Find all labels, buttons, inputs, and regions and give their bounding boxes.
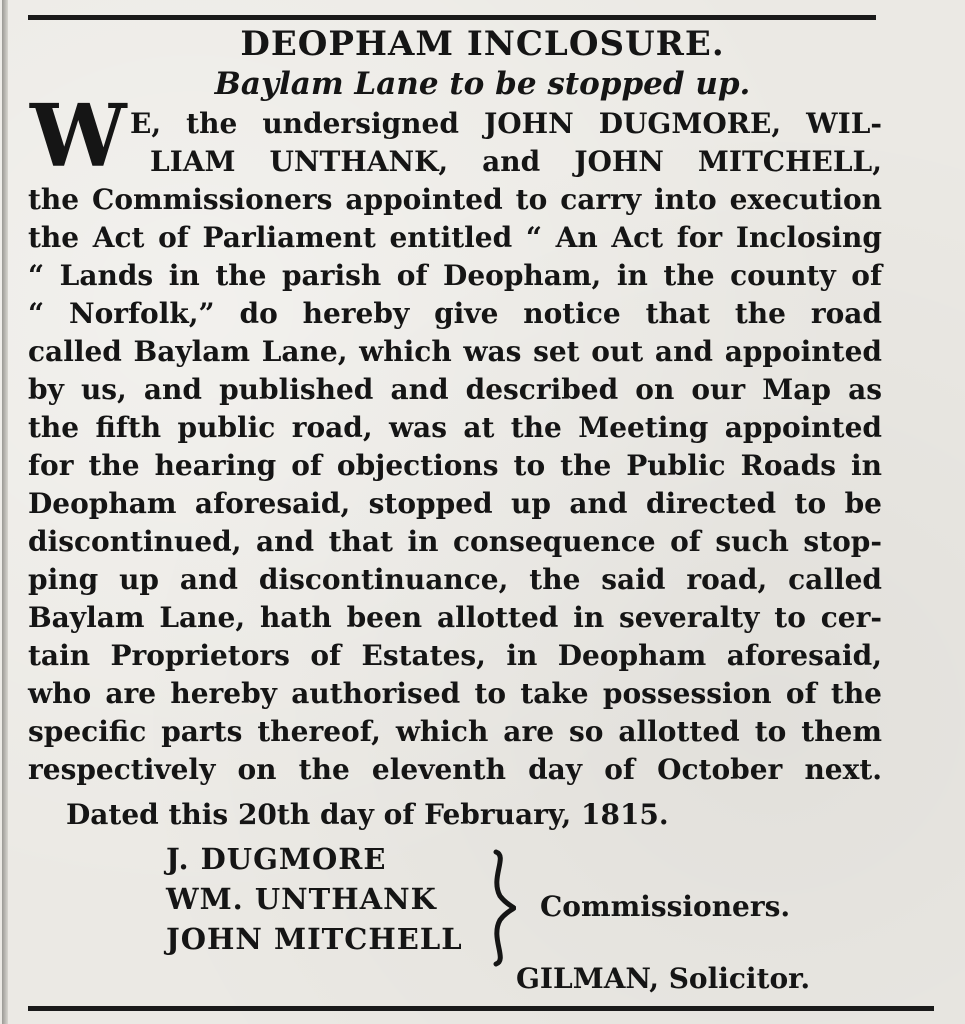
body-line-7: called Baylam Lane, which was set out and appointed [28, 335, 882, 368]
page-edge-shadow [2, 0, 8, 1024]
signatory-1: J. DUGMORE [166, 842, 387, 876]
notice-heading: DEOPHAM INCLOSURE. [240, 24, 725, 64]
body-line-9: the fifth public road, was at the Meeting appointed [28, 411, 882, 444]
body-line-4: the Act of Parliament entitled “ An Act for Inclosing [28, 221, 882, 254]
curly-brace [486, 848, 516, 968]
body-line-5: “ Lands in the parish of Deopham, in the county of [28, 259, 882, 292]
drop-cap: W [30, 86, 127, 187]
body-line-10: for the hearing of objections to the Public Roads in [28, 449, 882, 482]
solicitor-line: GILMAN, Solicitor. [516, 962, 811, 995]
body-line-2: LIAM UNTHANK, and JOHN MITCHELL, [150, 145, 882, 178]
top-rule [28, 15, 876, 20]
body-line-15: tain Proprietors of Estates, in Deopham aforesaid, [28, 639, 882, 672]
body-line-6: “ Norfolk,” do hereby give notice that the road [28, 297, 882, 330]
dated-line: Dated this 20th day of February, 1815. [66, 798, 669, 831]
body-line-14: Baylam Lane, hath been allotted in severalty to cer- [28, 601, 882, 634]
body-line-8: by us, and published and described on our Map as [28, 373, 882, 406]
body-line-16: who are hereby authorised to take possession of the [28, 677, 882, 710]
body-line-11: Deopham aforesaid, stopped up and directed to be [28, 487, 882, 520]
signatory-2: WM. UNTHANK [166, 882, 437, 916]
body-line-13: ping up and discontinuance, the said road, called [28, 563, 882, 596]
signatory-3: JOHN MITCHELL [166, 922, 463, 956]
commissioners-label: Commissioners. [540, 890, 791, 923]
notice-subheading: Baylam Lane to be stopped up. [214, 66, 751, 102]
body-line-17: specific parts thereof, which are so allotted to them [28, 715, 882, 748]
body-line-1: E, the undersigned JOHN DUGMORE, WIL- [130, 107, 882, 140]
body-line-12: discontinued, and that in consequence of such stop- [28, 525, 882, 558]
body-line-3: the Commissioners appointed to carry into execution [28, 183, 882, 216]
bottom-rule [28, 1006, 934, 1011]
body-line-18: respectively on the eleventh day of October next. [28, 753, 882, 786]
